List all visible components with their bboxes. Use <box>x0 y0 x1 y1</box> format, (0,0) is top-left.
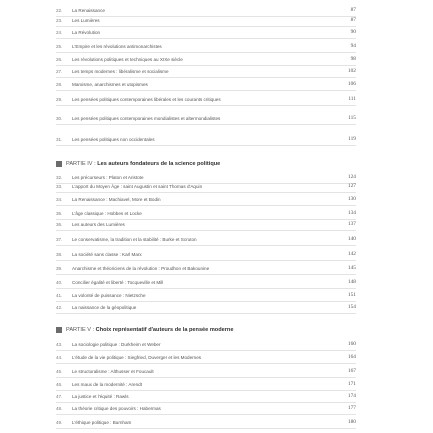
entry-page-number: 94 <box>350 43 356 49</box>
entry-page-number: 164 <box>347 354 356 360</box>
entry-page-number: 148 <box>347 279 356 285</box>
entry-divider <box>56 402 356 403</box>
entry-title: Marxisme, anarchismes et utopismes <box>72 82 148 87</box>
entry-title: L'apport du Moyen Âge : saint Augustin et saint Thomas d'Aquin <box>72 184 203 189</box>
entry-page-number: 134 <box>347 210 356 216</box>
entry-title: Le conservatisme, la tradition et la stabilité : Burke et Scruton <box>72 237 197 242</box>
entry-divider <box>56 77 356 78</box>
entry-page-number: 98 <box>350 56 356 62</box>
entry-title: La société sans classe : Karl Marx <box>72 252 142 257</box>
toc-entry[interactable] <box>0 18 433 27</box>
entry-divider <box>56 377 356 378</box>
entry-title: Les Lumières <box>72 18 100 23</box>
entry-page-number: 106 <box>347 81 356 87</box>
toc-entry[interactable] <box>0 197 433 206</box>
entry-page-number: 160 <box>347 341 356 347</box>
entry-page-number: 174 <box>347 393 356 399</box>
toc-entry[interactable] <box>0 355 433 364</box>
entry-divider <box>56 145 356 146</box>
entry-page-number: 87 <box>350 17 356 23</box>
entry-number: 45. <box>56 369 63 374</box>
toc-entry[interactable] <box>0 293 433 302</box>
toc-entry[interactable] <box>0 8 433 17</box>
entry-number: 49. <box>56 420 63 425</box>
toc-entry[interactable] <box>0 252 433 261</box>
entry-title: La volonté de puissance : Nietzsche <box>72 293 146 298</box>
entry-title: Les auteurs des Lumières <box>72 222 125 227</box>
entry-page-number: 87 <box>350 7 356 13</box>
part-title <box>66 161 220 168</box>
toc-entry[interactable] <box>0 184 433 193</box>
toc-entry[interactable] <box>0 211 433 220</box>
entry-divider <box>56 90 356 91</box>
toc-entry[interactable] <box>0 97 433 106</box>
entry-number: 36. <box>56 222 63 227</box>
entry-page-number: 142 <box>347 251 356 257</box>
toc-entry[interactable] <box>0 44 433 53</box>
entry-number: 30. <box>56 116 63 121</box>
entry-title: La sociologie politique : Durkheim et Weber <box>72 342 161 347</box>
entry-divider <box>56 65 356 66</box>
entry-title: Le structuralisme : Althusser et Foucault <box>72 369 154 374</box>
toc-entry[interactable] <box>0 175 433 184</box>
entry-divider <box>56 363 356 364</box>
entry-number: 35. <box>56 211 63 216</box>
entry-title: Concilier égalité et liberté : Tocqueville et Mill <box>72 280 164 285</box>
entry-number: 42. <box>56 305 63 310</box>
entry-title: L'âge classique : Hobbes et Locke <box>72 211 142 216</box>
toc-entry[interactable] <box>0 394 433 403</box>
entry-divider <box>56 192 356 193</box>
toc-entry[interactable] <box>0 57 433 66</box>
entry-title: L'Empire et les révolutions antimonarchistes <box>72 44 162 49</box>
entry-divider <box>56 288 356 289</box>
entry-title: Les temps modernes : libéralisme et socialisme <box>72 69 169 74</box>
entry-title: Les révolutions politiques et techniques au XIXe siècle <box>72 57 183 62</box>
toc-entry[interactable] <box>0 342 433 351</box>
entry-page-number: 171 <box>347 381 356 387</box>
entry-title: Anarchisme et théoriciens de la révolution : Proudhon et Bakounine <box>72 266 210 271</box>
entry-number: 37. <box>56 237 63 242</box>
toc-entry[interactable] <box>0 116 433 125</box>
part-label: PARTIE IV : <box>66 161 96 167</box>
entry-number: 28. <box>56 82 63 87</box>
part-square-icon <box>56 327 62 333</box>
entry-page-number: 151 <box>347 292 356 298</box>
entry-page-number: 167 <box>347 368 356 374</box>
entry-number: 33. <box>56 184 63 189</box>
entry-divider <box>56 105 356 106</box>
entry-divider <box>56 52 356 53</box>
entry-page-number: 102 <box>347 68 356 74</box>
part-heading <box>56 161 356 171</box>
entry-divider <box>56 38 356 39</box>
entry-title: La théorie critique des pouvoirs : Habermas <box>72 406 161 411</box>
toc-entry[interactable] <box>0 222 433 231</box>
part-title-text: Choix représentatif d'auteurs de la pensée moderne <box>95 327 234 333</box>
entry-number: 40. <box>56 280 63 285</box>
toc-entry[interactable] <box>0 369 433 378</box>
entry-number: 24. <box>56 30 63 35</box>
entry-title: La Renaissance : Machiavel, More et Bodin <box>72 197 161 202</box>
toc-entry[interactable] <box>0 266 433 275</box>
entry-page-number: 127 <box>347 183 356 189</box>
toc-entry[interactable] <box>0 280 433 289</box>
entry-title: L'éthique politique : Burnham <box>72 420 132 425</box>
entry-page-number: 154 <box>347 304 356 310</box>
toc-entry[interactable] <box>0 137 433 146</box>
entry-divider <box>56 390 356 391</box>
entry-divider <box>56 301 356 302</box>
toc-entry[interactable] <box>0 30 433 39</box>
entry-divider <box>56 26 356 27</box>
entry-divider <box>56 414 356 415</box>
entry-divider <box>56 428 356 429</box>
part-title-text: Les auteurs fondateurs de la science politique <box>97 161 221 167</box>
entry-title: Les pensées politiques contemporaines libérales et les courants critiques <box>72 97 221 102</box>
entry-title: Les précurseurs : Platon et Aristote <box>72 175 144 180</box>
entry-number: 27. <box>56 69 63 74</box>
toc-entry[interactable] <box>0 82 433 91</box>
toc-entry[interactable] <box>0 305 433 314</box>
entry-divider <box>56 124 356 125</box>
toc-entry[interactable] <box>0 69 433 78</box>
entry-number: 22. <box>56 8 63 13</box>
entry-page-number: 177 <box>347 405 356 411</box>
entry-divider <box>56 274 356 275</box>
entry-divider <box>56 245 356 246</box>
entry-title: Les pensées politiques non occidentales <box>72 137 155 142</box>
entry-page-number: 124 <box>347 174 356 180</box>
entry-number: 31. <box>56 137 63 142</box>
entry-title: La Renaissance <box>72 8 105 13</box>
entry-divider <box>56 16 356 17</box>
entry-divider <box>56 205 356 206</box>
entry-divider <box>56 230 356 231</box>
entry-number: 26. <box>56 57 63 62</box>
entry-number: 43. <box>56 342 63 347</box>
entry-divider <box>56 313 356 314</box>
entry-number: 44. <box>56 355 63 360</box>
entry-number: 38. <box>56 252 63 257</box>
entry-page-number: 145 <box>347 265 356 271</box>
entry-page-number: 180 <box>347 419 356 425</box>
toc-entry[interactable] <box>0 382 433 391</box>
entry-page-number: 140 <box>347 236 356 242</box>
entry-title: La justice et l'équité : Rawls <box>72 394 129 399</box>
entry-page-number: 137 <box>347 221 356 227</box>
entry-page-number: 119 <box>348 136 356 142</box>
entry-number: 29. <box>56 97 63 102</box>
toc-entry[interactable] <box>0 237 433 246</box>
part-heading <box>56 327 356 337</box>
entry-divider <box>56 350 356 351</box>
entry-number: 41. <box>56 293 63 298</box>
entry-number: 46. <box>56 382 63 387</box>
entry-title: Les maux de la modernité : Arendt <box>72 382 142 387</box>
toc-entry[interactable] <box>0 420 433 429</box>
entry-title: La Révolution <box>72 30 101 35</box>
entry-number: 32. <box>56 175 63 180</box>
entry-number: 48. <box>56 406 63 411</box>
entry-title: L'étude de la vie politique : Siegfried, Duverger et les Modernes <box>72 355 202 360</box>
entry-page-number: 115 <box>348 115 356 121</box>
entry-divider <box>56 260 356 261</box>
entry-number: 39. <box>56 266 63 271</box>
entry-number: 25. <box>56 44 63 49</box>
entry-number: 47. <box>56 394 63 399</box>
entry-title: La naissance de la géopolitique <box>72 305 137 310</box>
entry-title: Les pensées politiques contemporaines mondialistes et altermondialistes <box>72 116 221 121</box>
part-label: PARTIE V : <box>66 327 95 333</box>
toc-entry[interactable] <box>0 406 433 415</box>
entry-number: 23. <box>56 18 63 23</box>
entry-number: 34. <box>56 197 63 202</box>
entry-page-number: 90 <box>350 29 356 35</box>
entry-divider <box>56 219 356 220</box>
entry-page-number: 111 <box>348 96 356 102</box>
entry-page-number: 130 <box>347 196 356 202</box>
part-square-icon <box>56 161 62 167</box>
part-title <box>66 327 233 334</box>
